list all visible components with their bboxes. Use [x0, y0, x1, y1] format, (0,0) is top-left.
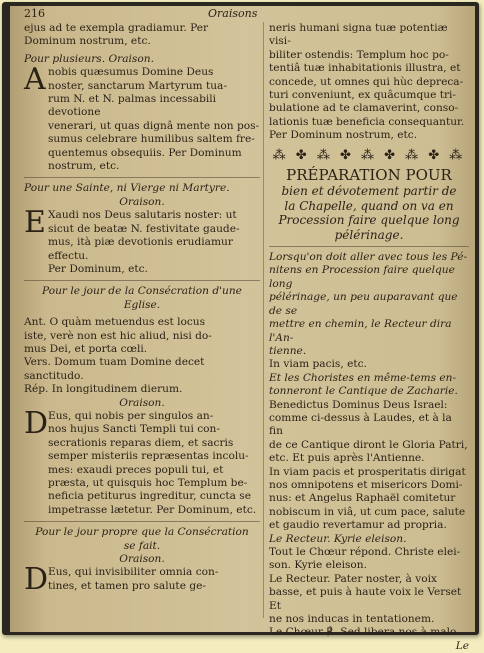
heading-oraison: Oraison.	[119, 396, 165, 409]
initial-letter: A	[24, 62, 46, 98]
catchword: Le	[455, 639, 469, 652]
divider	[24, 521, 260, 522]
left-paragraph-1: ejus ad te exempla gradiamur. Per Dominum nostrum, etc.	[24, 22, 209, 48]
section-subtitle: bien et dévotement partir de la Chapelle, quand on va en Procession faire quelque long pélérinage.	[278, 184, 460, 242]
response: Rép. In longitudinem dierum.	[24, 383, 183, 396]
heading-jour-propre: Pour le jour propre que la Consécration se fait.	[35, 526, 249, 552]
rubric-choristes: Et les Choristes en même-tems en- tonneront le Cantique de Zacharie.	[269, 371, 458, 398]
prayer-deus-qui-invisibiliter	[24, 562, 260, 598]
page-header	[10, 6, 475, 22]
antiphon-full: In viam pacis et prosperitatis dirigat nos omnipotens et misericors Domi- nus: et Angelus Raphaël comitetur nobiscum in viâ, ut cum pace, salute et gaudio revertamur ad propria.	[269, 465, 466, 532]
heading-sainte: Pour une Sainte, ni Vierge ni Martyre.	[24, 182, 230, 195]
initial-letter: D	[24, 405, 49, 441]
heading-consecration: Pour le jour de la Consécration d'une Eglise.	[42, 285, 242, 311]
right-paragraph-1: neris humani signa tuæ potentiæ visi- biliter ostendis: Templum hoc po- tentiâ tuæ inhabitationis illustra, et concede, ut omnes qui hùc depreca- turi conveniunt, ex quâcumque tri- bulatione ad te clamaverint, conso- lationis tuæ beneficia consequantur. Per Dominum nostrum, etc.	[269, 22, 465, 142]
prayer-text: Eus, qui invisibiliter omnia con- tines, et tamen pro salute ge-	[48, 566, 219, 592]
page-number: 216	[24, 7, 45, 20]
versicle: Vers. Domum tuam Domine decet sanctitudo.	[24, 356, 205, 382]
prayer-deus-qui-nobis	[24, 405, 260, 517]
divider	[269, 246, 469, 247]
heading-oraison: Oraison.	[119, 195, 165, 208]
rubric-intro: Lorsqu'on doit aller avec tous les Pé- nitens en Procession faire quelque long pélérinage, un peu auparavant que de se mettre en chemin, le Recteur dira l'An- tienne.	[269, 251, 468, 357]
section-title: PRÉPARATION POUR	[286, 166, 452, 185]
heading-oraison: Oraison.	[119, 553, 165, 566]
heading-pour-plusieurs: Pour plusieurs. Oraison.	[24, 52, 154, 65]
column-divider	[263, 22, 264, 618]
ornament-band: ⁂ ✤ ⁂ ✤ ⁂ ✤ ⁂ ✤ ⁂	[272, 147, 466, 163]
initial-letter: D	[24, 562, 49, 598]
recteur-pater: Le Recteur. Pater noster, à voix basse, et puis à haute voix le Verset Et ne nos inducas in tentationem.	[269, 572, 462, 626]
running-title: Oraisons	[208, 7, 258, 20]
benedictus: Benedictus Dominus Deus Israel: comme ci-dessus à Laudes, et à la fin de ce Cantique diront le Gloria Patri, etc. Et puis après l'Antienne.	[269, 398, 468, 465]
prayer-text: nobis quæsumus Domine Deus noster, sanctarum Martyrum tua- rum N. et N. palmas incessabili devotione venerari, ut quas dignâ mente non pos- sumus celebrare humilibus saltem fre- quentemus obsequiis. Per Dominum nostrum, etc.	[48, 66, 260, 173]
initial-letter: E	[24, 205, 46, 241]
choeur-response: Le Chœur ℟. Sed libera nos à malo.	[269, 626, 460, 639]
divider	[24, 280, 260, 281]
choeur-christe: Tout le Chœur répond. Christe elei- son. Kyrie eleison.	[269, 546, 461, 572]
right-column	[269, 22, 469, 653]
page-frame	[2, 2, 479, 652]
left-column	[24, 22, 260, 598]
recteur-kyrie: Le Recteur. Kyrie eleison.	[269, 532, 407, 545]
prayer-exaudi	[24, 205, 260, 276]
prayer-text: Eus, qui nobis per singulos an- nos hujus Sancti Templi tui con- secrationis reparas diem, et sacris semper misteriis repræsentas incolu- mes: exaudi preces populi tui, et præsta, ut quisquis hoc Templum be- neficia petiturus ingreditur, cuncta se impetrasse lætetur. Per Dominum, etc.	[48, 409, 257, 516]
divider	[24, 177, 260, 178]
prayer-text: Xaudi nos Deus salutaris noster: ut sicut de beatæ N. festivitate gaude- mus, ità piæ devotionis erudiamur effectu. Per Dominum, etc.	[48, 209, 240, 275]
antiphon-in-viam: In viam pacis, etc.	[269, 358, 367, 371]
book-page	[10, 6, 475, 652]
prayer-a-nobis	[24, 62, 260, 173]
antiphon: Ant. O quàm metuendus est locus iste, verè non est hic aliud, nisi do- mus Dei, et porta cœli.	[24, 316, 212, 355]
